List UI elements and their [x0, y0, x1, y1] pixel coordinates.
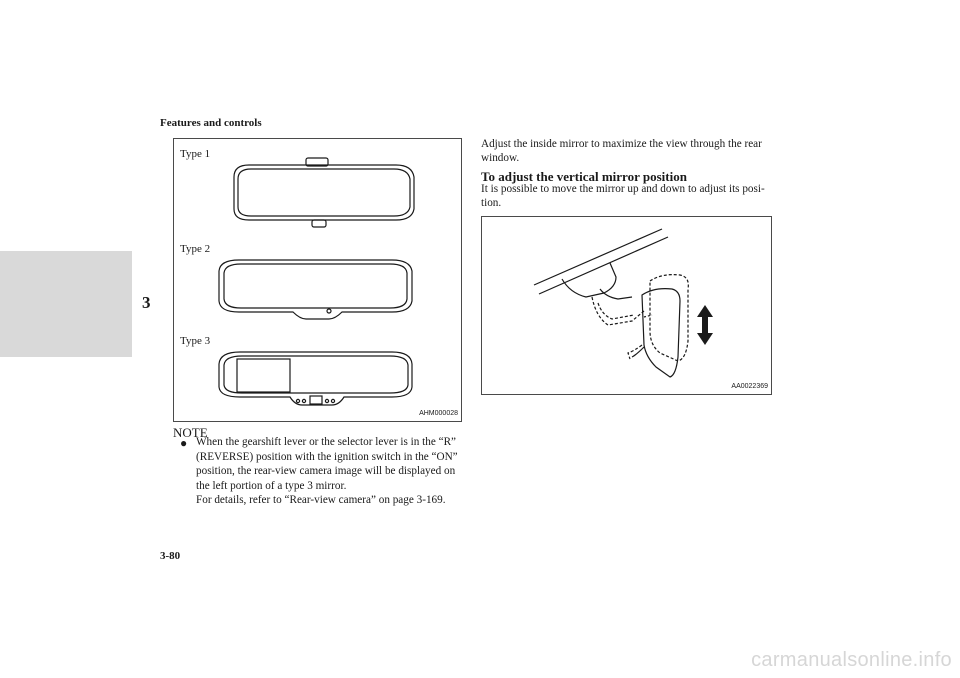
mirror-adjust-figure: [481, 216, 772, 395]
figure-code: AHM000028: [419, 410, 458, 417]
section-line: tion.: [481, 196, 502, 209]
type-1-mirror: [234, 158, 414, 227]
intro-line: Adjust the inside mirror to maximize the view through the rear: [481, 138, 762, 150]
type-3-mirror: [219, 352, 412, 405]
chapter-number: 3: [142, 293, 151, 312]
note-line: For details, refer to “Rear-view camera” on page 3-169.: [196, 494, 446, 507]
bullet-icon: ●: [180, 436, 188, 450]
page-number: 3-80: [160, 550, 181, 562]
note-title: NOTE: [173, 425, 208, 440]
note-line: the left portion of a type 3 mirror.: [196, 479, 347, 492]
chapter-tab: [0, 251, 132, 357]
type-1-label: Type 1: [180, 148, 211, 160]
watermark: carmanualsonline.info: [751, 649, 952, 671]
note-line: (REVERSE) position with the ignition switch in the “ON”: [196, 450, 458, 463]
mirror-adjust-drawing: [482, 217, 771, 394]
section-heading: To adjust the vertical mirror position: [481, 169, 687, 184]
note-body: [196, 435, 466, 508]
up-down-arrow-icon: [697, 305, 713, 345]
type-2-mirror: [219, 260, 412, 319]
note-line: When the gearshift lever or the selector lever is in the “R”: [196, 436, 457, 448]
mirror-drawings: [174, 139, 461, 421]
figure-code: AA0022369: [731, 383, 768, 390]
note-line: position, the rear-view camera image will be displayed on: [196, 465, 456, 478]
intro-paragraph: [481, 138, 773, 165]
type-2-label: Type 2: [180, 243, 211, 255]
section-paragraph: [481, 183, 773, 210]
running-header: Features and controls: [160, 117, 262, 129]
mirror-types-figure: [173, 138, 462, 422]
intro-line: window.: [481, 151, 520, 164]
section-line: It is possible to move the mirror up and down to adjust its posi-: [481, 183, 765, 195]
type-3-label: Type 3: [180, 335, 211, 347]
